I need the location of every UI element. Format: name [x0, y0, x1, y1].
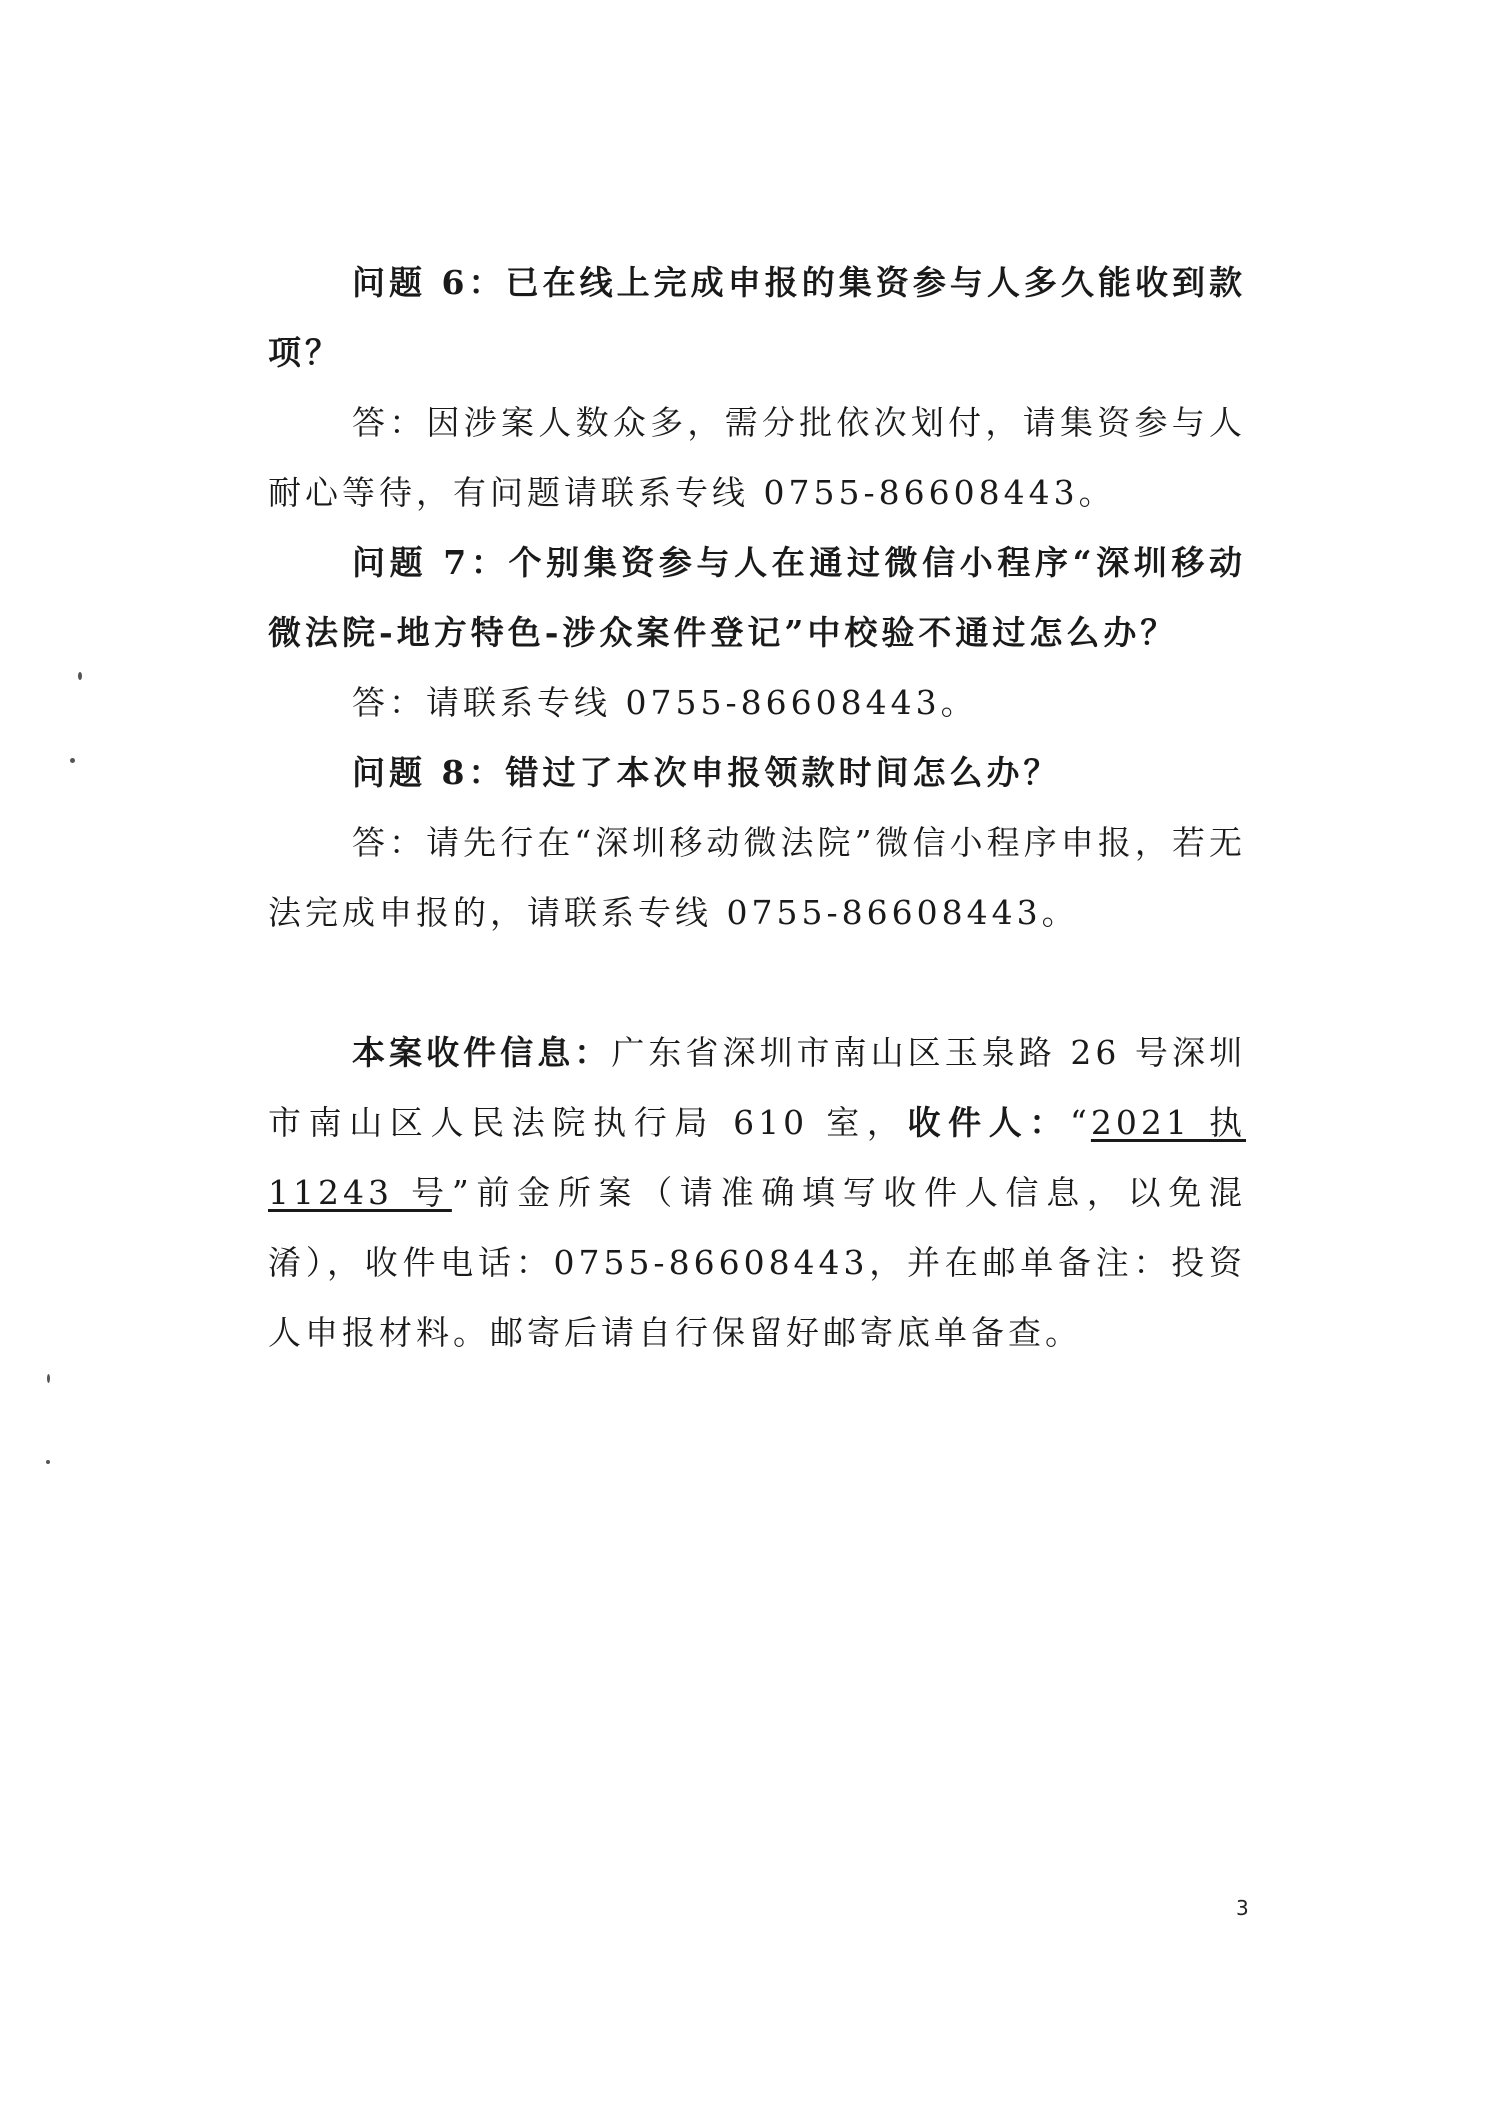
scan-speck [47, 1374, 50, 1383]
answer-6: 答：因涉案人数众多，需分批依次划付，请集资参与人耐心等待，有问题请联系专线 0755-86608443。 [268, 403, 1246, 512]
page-number: 3 [1236, 1896, 1249, 1920]
mailing-address: 广东省深圳市南山区玉泉路 26 号深圳市南山区人民法院执行局 610 室， [268, 1033, 1246, 1142]
scan-speck [78, 672, 82, 680]
answer-7: 答：请联系专线 0755-86608443。 [352, 683, 978, 722]
recipient-details: ”前金所案（请准确填写收件人信息，以免混淆），收件电话：0755-86608443，并在邮单备注：投资人申报材料。邮寄后请自行保留好邮寄底单备查。 [268, 1173, 1247, 1352]
paragraph-gap [268, 948, 1246, 1018]
question-8: 问题 8：错过了本次申报领款时间怎么办？ [352, 753, 1061, 792]
recipient-case-number: 2021 执 11243 号 [268, 1103, 1247, 1212]
scan-speck [70, 758, 75, 763]
recipient-open-quote: “ [1070, 1103, 1091, 1142]
question-6: 问题 6：已在线上完成申报的集资参与人多久能收到款项？ [268, 263, 1246, 372]
mailing-label: 本案收件信息： [352, 1033, 612, 1072]
document-body [268, 248, 1246, 1368]
answer-8: 答：请先行在“深圳移动微法院”微信小程序申报，若无法完成申报的，请联系专线 0755-86608443。 [268, 823, 1246, 932]
question-7: 问题 7：个别集资参与人在通过微信小程序“深圳移动微法院-地方特色-涉众案件登记”中校验不通过怎么办？ [268, 543, 1246, 652]
mailing-info [268, 1018, 1246, 1368]
recipient-label: 收件人： [907, 1103, 1071, 1142]
scan-speck [46, 1460, 50, 1464]
